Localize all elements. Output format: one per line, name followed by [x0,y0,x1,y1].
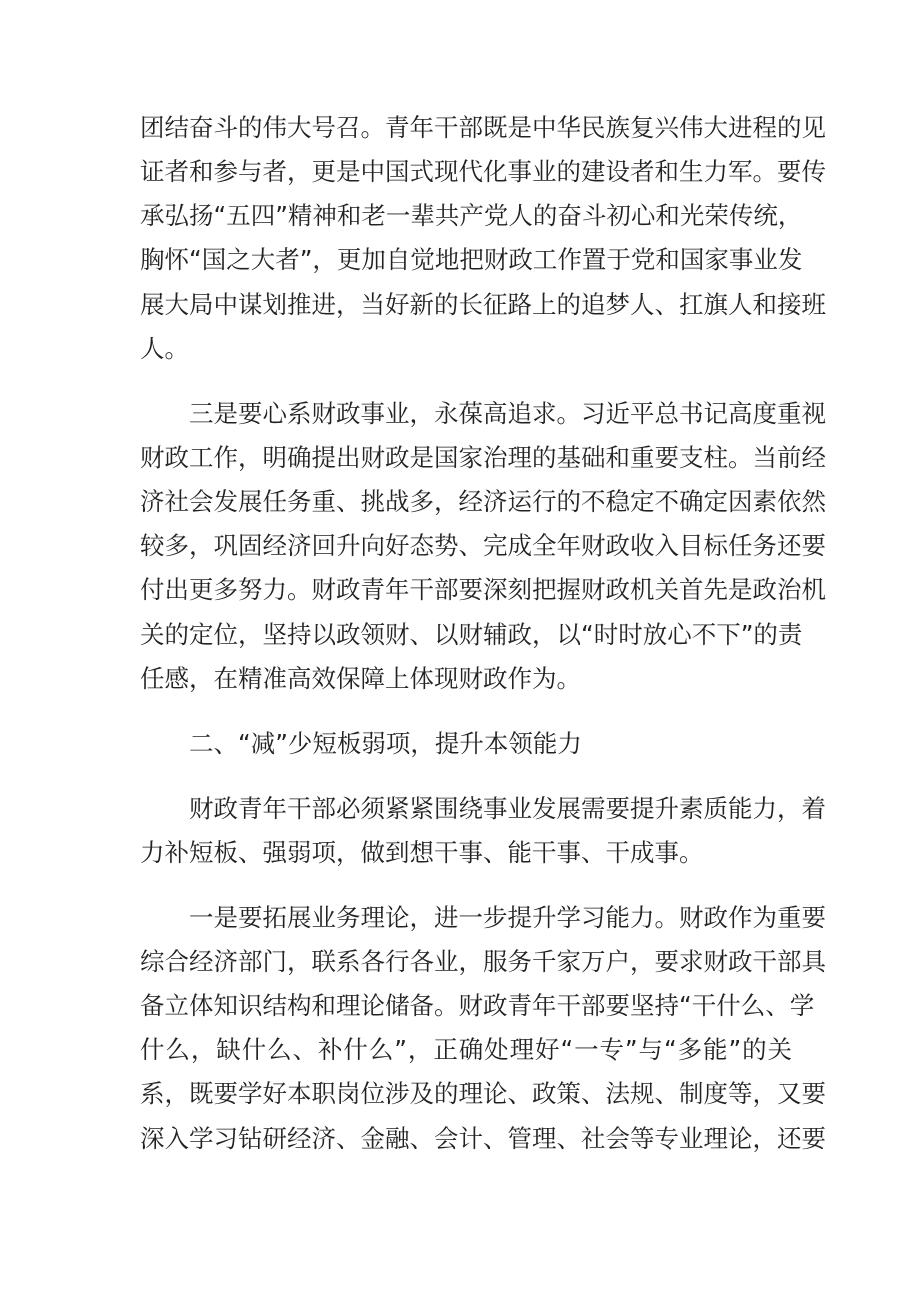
text-line: 什么，缺什么、补什么”，正确处理好“一专”与“多能”的关 [140,1035,792,1064]
text-line: 较多，巩固经济回升向好态势、完成全年财政收入目标任务还要 [140,531,826,560]
text-line: 备立体知识结构和理论储备。财政青年干部要坚持“干什么、学 [140,991,815,1020]
text-line: 深入学习钻研经济、金融、会计、管理、社会等专业理论，还要 [140,1124,826,1153]
paragraph-first-line: 一是要拓展业务理论，进一步提升学习能力。财政作为重要 [189,903,826,932]
text-line: 济社会发展任务重、挑战多，经济运行的不稳定不确定因素依然 [140,487,826,516]
text-line: 财政工作，明确提出财政是国家治理的基础和重要支柱。当前经 [140,443,826,472]
text-line: 展大局中谋划推进，当好新的长征路上的追梦人、扛旗人和接班 [140,290,826,319]
paragraph-first-line: 财政青年干部必须紧紧围绕事业发展需要提升素质能力，着 [189,794,826,823]
text-line: 承弘扬“五四”精神和老一辈共产党人的奋斗初心和光荣传统， [140,201,803,230]
text-line: 力补短板、强弱项，做到想干事、能干事、干成事。 [140,838,704,867]
paragraph-first-line: 三是要心系财政事业，永葆高追求。习近平总书记高度重视 [189,399,826,428]
text-line: 系，既要学好本职岗位涉及的理论、政策、法规、制度等，又要 [140,1079,826,1108]
text-line: 关的定位，坚持以政领财、以财辅政，以“时时放心不下”的责 [140,620,803,649]
text-line: 团结奋斗的伟大号召。青年干部既是中华民族复兴伟大进程的见 [140,113,826,142]
text-line: 胸怀“国之大者”，更加自觉地把财政工作置于党和国家事业发 [140,245,803,274]
text-line: 付出更多努力。财政青年干部要深刻把握财政机关首先是政治机 [140,575,826,604]
section-heading: 二、“减”少短板弱项，提升本领能力 [189,729,582,758]
text-line: 证者和参与者，更是中国式现代化事业的建设者和生力军。要传 [140,157,826,186]
text-line: 人。 [140,334,189,363]
text-line: 综合经济部门，联系各行各业，服务千家万户，要求财政干部具 [140,947,826,976]
text-line: 任感，在精准高效保障上体现财政作为。 [140,664,581,693]
